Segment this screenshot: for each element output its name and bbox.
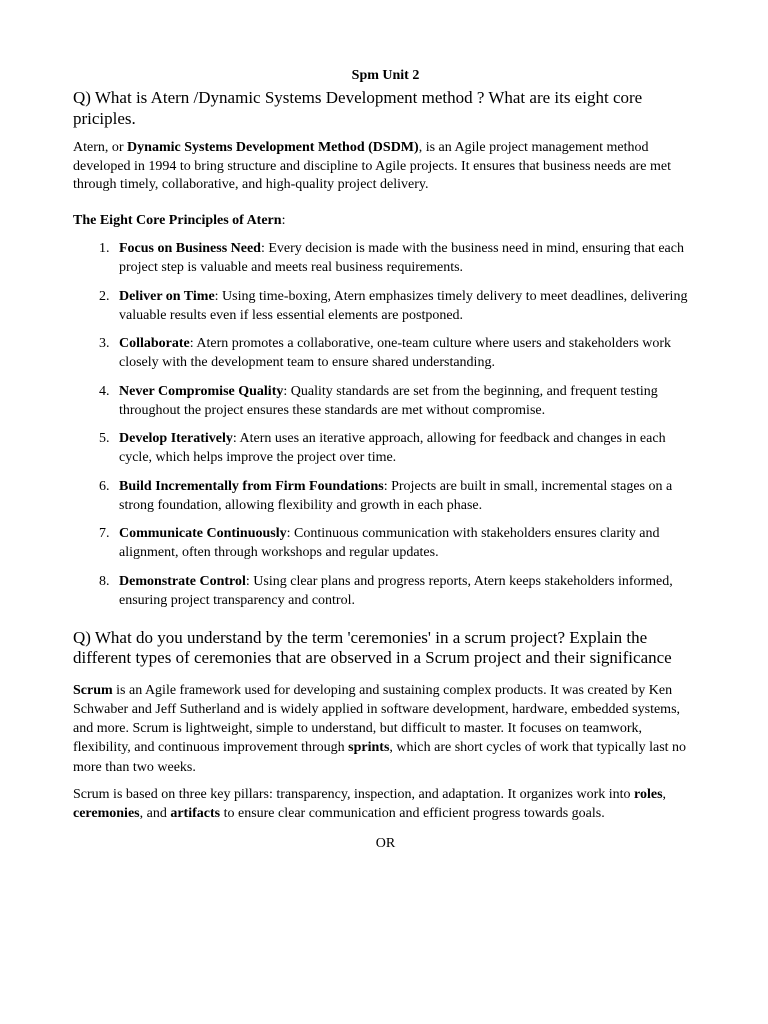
ceremonies-bold: ceremonies <box>73 806 140 822</box>
list-item-number: 1. <box>99 241 110 256</box>
pillars-text-4: to ensure clear communication and efficient progress towards goals. <box>220 806 605 822</box>
list-item-text: : Quality standards are set from the beginning, and frequent testing throughout the project ensures these standards are met without compromise. <box>119 383 658 418</box>
scrum-text-2: , which are short cycles of work that typically last no more than two weeks. <box>73 740 687 775</box>
or-separator: OR <box>375 835 396 851</box>
pillars-text-1: Scrum is based on three key pillars: transparency, inspection, and adaptation. It organizes work into <box>73 786 635 802</box>
list-item-title: Collaborate <box>119 336 190 351</box>
intro-rest: , is an Agile project management method developed in 1994 to bring structure and discipline to Agile projects. It ensures that business needs are met through timely, collaborative, and high-quality project delivery. <box>73 140 671 192</box>
pillars-text-3: , and <box>139 806 171 822</box>
scrum-pillars-paragraph <box>73 785 698 824</box>
intro-prefix: Atern, or <box>73 140 128 155</box>
list-item <box>73 572 698 610</box>
list-item-text: : Atern promotes a collaborative, one-team culture where users and stakeholders work closely with the development team to ensure shared understanding. <box>119 336 672 370</box>
document-title: Spm Unit 2 <box>351 68 420 83</box>
intro-dsdm-bold: Dynamic Systems Development Method (DSDM) <box>127 140 419 155</box>
list-item-title: Communicate Continuously <box>119 526 287 541</box>
list-item-number: 4. <box>99 383 110 399</box>
list-item <box>73 239 698 277</box>
principles-list <box>73 239 698 610</box>
question-2-heading: Q) What do you understand by the term 'ceremonies' in a scrum project? Explain the different types of ceremonies that are observed in a Scrum project and their significance <box>73 627 672 667</box>
sprints-bold: sprints <box>348 740 390 756</box>
list-item-text: : Projects are built in small, incremental stages on a strong foundation, allowing flexibility and growth in each phase. <box>119 478 673 513</box>
scrum-bold: Scrum <box>73 682 113 698</box>
document-page <box>73 66 698 853</box>
artifacts-bold: artifacts <box>170 806 221 822</box>
list-item-title: Develop Iteratively <box>119 431 233 446</box>
list-item-number: 6. <box>99 478 110 494</box>
scrum-intro-paragraph <box>73 681 698 777</box>
list-item-text: : Atern uses an iterative approach, allowing for feedback and changes in each cycle, which helps improve the project over time. <box>119 431 666 465</box>
list-item <box>73 334 698 372</box>
list-item-title: Demonstrate Control <box>119 573 246 589</box>
principles-heading <box>73 212 698 231</box>
principles-heading-colon: : <box>281 212 286 228</box>
list-item-number: 8. <box>99 573 110 589</box>
list-item-number: 2. <box>99 288 110 304</box>
list-item-number: 7. <box>99 526 110 541</box>
list-item <box>73 287 698 325</box>
list-item-text: : Using clear plans and progress reports, Atern keeps stakeholders informed, ensuring project transparency and control. <box>119 573 673 608</box>
principles-heading-text: The Eight Core Principles of Atern <box>73 212 282 228</box>
list-item <box>73 382 698 420</box>
list-item-title: Deliver on Time <box>119 288 215 304</box>
list-item <box>73 477 698 515</box>
list-item-title: Build Incrementally from Firm Foundations <box>119 478 384 494</box>
pillars-text-2: , <box>662 786 667 802</box>
list-item-text: : Using time-boxing, Atern emphasizes timely delivery to meet deadlines, delivering valuable results even if less essential elements are postponed. <box>119 288 688 323</box>
list-item-text: : Continuous communication with stakeholders ensures clarity and alignment, often through workshops and regular updates. <box>119 526 660 560</box>
list-item-title: Focus on Business Need <box>119 241 261 256</box>
atern-intro-paragraph <box>73 139 698 195</box>
roles-bold: roles <box>634 786 663 802</box>
list-item-text: : Every decision is made with the business need in mind, ensuring that each project step is valuable and meets real business requirements. <box>119 241 684 275</box>
list-item-number: 5. <box>99 431 110 446</box>
question-1-heading: Q) What is Atern /Dynamic Systems Development method ? What are its eight core priciples. <box>73 88 643 128</box>
scrum-text-1: is an Agile framework used for developing and sustaining complex products. It was created by Ken Schwaber and Jeff Sutherland and is widely applied in software development, hardware, embedded systems, and more. Scrum is lightweight, simple to understand, but difficult to master. It focuses on teamwork, flexibility, and continuous improvement through <box>73 682 681 756</box>
list-item <box>73 429 698 467</box>
list-item-title: Never Compromise Quality <box>119 383 284 399</box>
list-item <box>73 524 698 562</box>
list-item-number: 3. <box>99 336 110 351</box>
